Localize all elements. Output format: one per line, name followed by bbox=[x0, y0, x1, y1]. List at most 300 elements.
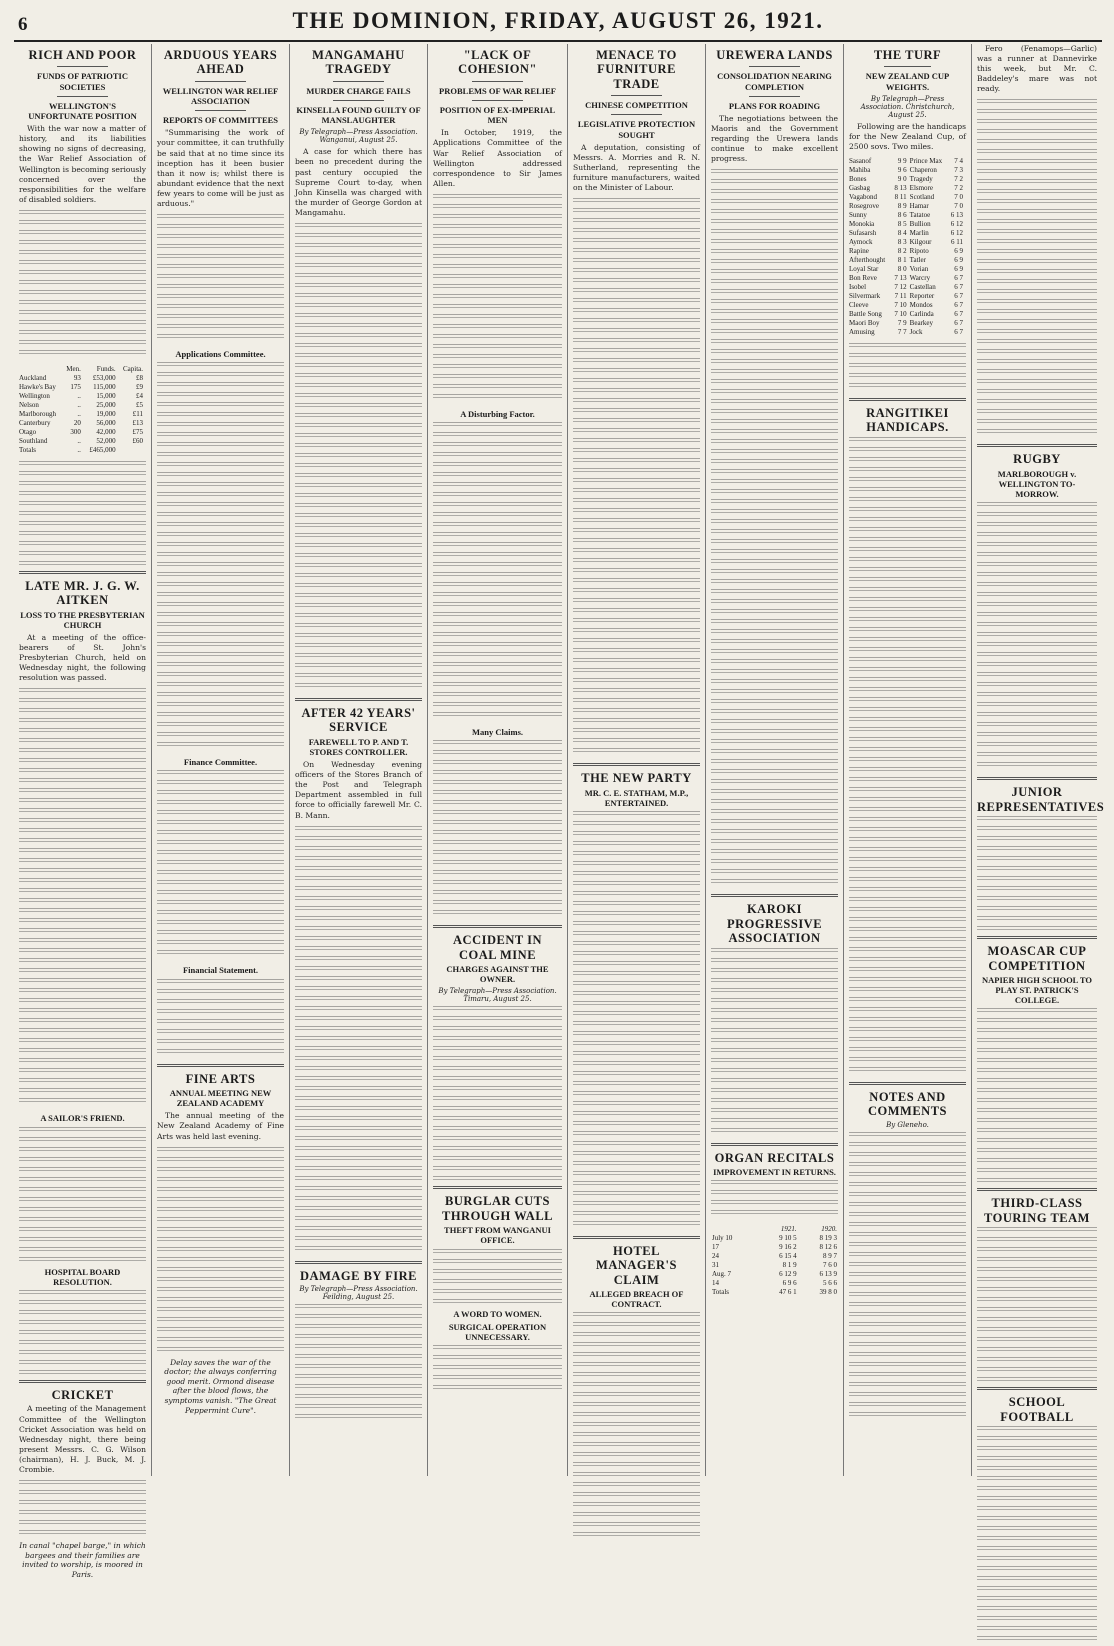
subhead-presbyterian-loss: LOSS TO THE PRESBYTERIAN CHURCH bbox=[20, 609, 145, 630]
masthead bbox=[14, 6, 1102, 42]
table-row bbox=[849, 229, 966, 238]
table-header-row bbox=[19, 365, 146, 374]
horse-weight: 8 5 bbox=[897, 220, 907, 229]
headline-rich-and-poor: RICH AND POOR bbox=[28, 48, 137, 62]
table-cell: £13 bbox=[132, 418, 143, 427]
table-cell: Aug. 7 bbox=[712, 1270, 732, 1279]
horse-name: Bearkey bbox=[909, 319, 933, 328]
article-text-block bbox=[849, 437, 966, 1077]
table-row bbox=[711, 1270, 838, 1279]
horse-name: Cleeve bbox=[849, 301, 869, 310]
table-row bbox=[19, 374, 146, 383]
article-text-block bbox=[295, 826, 422, 1256]
table-row bbox=[849, 283, 966, 292]
table-row bbox=[849, 292, 966, 301]
table-cell: 7 6 0 bbox=[823, 1261, 837, 1270]
subhead-patriotic-funds: FUNDS OF PATRIOTIC SOCIETIES bbox=[37, 71, 128, 92]
horse-name: Elsmore bbox=[909, 184, 933, 193]
horse-weight: 6 9 bbox=[954, 256, 963, 265]
horse-name: Afterthought bbox=[849, 256, 886, 265]
article-paragraph: The negotiations between the Maoris and the Government regarding the Urewera lands continue to make excellent progress. bbox=[711, 113, 838, 164]
horse-weight: 6 7 bbox=[954, 328, 963, 337]
table-cell: 8 12 6 bbox=[819, 1243, 837, 1252]
table-row bbox=[849, 211, 966, 220]
horse-weight: 6 7 bbox=[954, 274, 963, 283]
article-paragraph: "Summarising the work of your committee, it can truthfully be said that at no time since its inception has it been busier than it now is; whilst there is abundant evidence that the next few years to come will be just as arduous." bbox=[157, 128, 284, 208]
article-text-block bbox=[19, 461, 146, 566]
table-cell: .. bbox=[77, 391, 81, 400]
horse-weight: 7 10 bbox=[894, 310, 907, 319]
subhead-marlborough-wellington: MARLBOROUGH v. WELLINGTON TO-MORROW. bbox=[997, 468, 1077, 500]
horse-weight: 8 4 bbox=[897, 229, 907, 238]
subhead-wanganui-theft: THEFT FROM WANGANUI OFFICE. bbox=[444, 1225, 551, 1246]
headline-hotel-manager: HOTEL MANAGER'S CLAIM bbox=[596, 1243, 677, 1287]
byline: By Telegraph—Press Association. Timaru, August 25. bbox=[438, 987, 557, 1004]
subhead-consolidation: CONSOLIDATION NEARING COMPLETION bbox=[717, 71, 832, 92]
article-text-block bbox=[433, 740, 562, 920]
table-header-row bbox=[711, 1225, 838, 1234]
horse-weight: 6 12 bbox=[950, 229, 963, 238]
table-cell: Wellington bbox=[19, 391, 50, 400]
table-row bbox=[849, 193, 966, 202]
article-text-block bbox=[433, 422, 562, 722]
table-cell: 17 bbox=[712, 1243, 719, 1252]
horse-weight: 6 9 bbox=[954, 247, 963, 256]
table-cell: Totals bbox=[712, 1288, 730, 1297]
horse-name: Marlin bbox=[909, 229, 929, 238]
headline-burglar: BURGLAR CUTS THROUGH WALL bbox=[442, 1194, 553, 1223]
advert-subheading: SURGICAL OPERATION UNNECESSARY. bbox=[448, 1321, 547, 1342]
horse-weight: 8 2 bbox=[897, 247, 907, 256]
table-row bbox=[849, 220, 966, 229]
horse-name: Maori Boy bbox=[849, 319, 880, 328]
table-cell: Marlborough bbox=[19, 409, 56, 418]
subhead-disturbing-factor: A Disturbing Factor. bbox=[460, 408, 535, 419]
article-text-block bbox=[295, 223, 422, 693]
article-text-block bbox=[977, 502, 1097, 772]
table-row bbox=[711, 1261, 838, 1270]
horse-weight: 8 3 bbox=[897, 238, 907, 247]
column-5 bbox=[568, 44, 706, 1476]
headline-lack-of-cohesion: "LACK OF COHESION" bbox=[458, 48, 537, 77]
table-cell: 5 6 6 bbox=[823, 1279, 837, 1288]
table-row bbox=[849, 319, 966, 328]
article-paragraph: With the war now a matter of history, and its liabilities showing no signs of decreasing, the War Relief Association of Wellington is becoming seriously concerned over the responsibilities for the welfare of disabled soldiers. bbox=[19, 124, 146, 204]
table-cell: .. bbox=[77, 445, 81, 454]
horse-name: Tragedy bbox=[909, 175, 933, 184]
table-cell: Totals bbox=[19, 445, 37, 454]
horse-name: Sunny bbox=[849, 211, 867, 220]
horse-name: Bullion bbox=[909, 220, 931, 229]
article-text-block bbox=[157, 362, 284, 752]
horse-weight: 8 11 bbox=[894, 193, 907, 202]
table-row bbox=[19, 446, 146, 455]
advertisement-note: Delay saves the war of the doctor; the always conferring good merit. Ormond disease after the blood flows, the symptoms vanish. "The Great Peppermint Cure". bbox=[164, 1357, 277, 1415]
article-text-block bbox=[19, 1290, 146, 1375]
byline: By Telegraph—Press Association. Christchurch, August 25. bbox=[860, 94, 955, 119]
table-cell: Otago bbox=[19, 427, 37, 436]
subhead-statham-entertained: MR. C. E. STATHAM, M.P., ENTERTAINED. bbox=[584, 787, 689, 808]
article-paragraph: Fero (Fenamops—Garlic) was a runner at Dannevirke this week, but Mr. C. Baddeley's mare was not ready. bbox=[977, 44, 1097, 94]
article-text-block bbox=[157, 1147, 284, 1352]
subhead-academy-meeting: ANNUAL MEETING NEW ZEALAND ACADEMY bbox=[169, 1088, 272, 1109]
table-cell: 15,000 bbox=[96, 391, 116, 400]
table-row bbox=[849, 175, 966, 184]
article-text-block bbox=[849, 1132, 966, 1422]
headline-furniture-menace: MENACE TO FURNITURE TRADE bbox=[596, 48, 677, 91]
table-cell: £11 bbox=[132, 409, 143, 418]
table-cell: 14 bbox=[712, 1279, 719, 1288]
table-cell: £9 bbox=[136, 382, 143, 391]
subhead-ex-imperial-men: POSITION OF EX-IMPERIAL MEN bbox=[439, 104, 556, 126]
subhead-war-relief-problems: PROBLEMS OF WAR RELIEF bbox=[439, 85, 556, 96]
horse-name: Isobel bbox=[849, 283, 867, 292]
table-cell: .. bbox=[77, 436, 81, 445]
table-cell: 42,000 bbox=[96, 427, 116, 436]
table-header: 1921. bbox=[780, 1225, 797, 1234]
horse-name: Scotland bbox=[909, 193, 935, 202]
article-text-block bbox=[977, 1008, 1097, 1183]
subhead-breach-contract: ALLEGED BREACH OF CONTRACT. bbox=[589, 1289, 684, 1310]
headline-the-turf: THE TURF bbox=[873, 48, 942, 62]
horse-name: Gasbag bbox=[849, 184, 870, 193]
column-6 bbox=[706, 44, 844, 1476]
advertisement-text bbox=[433, 1345, 562, 1395]
article-text-block bbox=[977, 1227, 1097, 1382]
page-number: 6 bbox=[18, 14, 28, 35]
horse-name: Hamar bbox=[909, 202, 929, 211]
subhead-charges-owner: CHARGES AGAINST THE OWNER. bbox=[446, 964, 549, 985]
table-cell: .. bbox=[77, 409, 81, 418]
table-cell: July 10 bbox=[712, 1234, 733, 1243]
horse-name: Silvermark bbox=[849, 292, 881, 301]
horse-name: Kilgour bbox=[909, 238, 932, 247]
horse-weight: 6 7 bbox=[954, 283, 963, 292]
subhead-chinese-competition: CHINESE COMPETITION bbox=[585, 100, 688, 111]
headline-coal-mine-accident: ACCIDENT IN COAL MINE bbox=[453, 933, 542, 962]
horse-weight: 7 0 bbox=[954, 202, 963, 211]
article-text-block bbox=[711, 1180, 838, 1220]
article-text-block bbox=[295, 1304, 422, 1424]
article-text-block bbox=[573, 198, 700, 758]
horse-name: Vagabond bbox=[849, 193, 877, 202]
table-cell: 115,000 bbox=[93, 382, 116, 391]
horse-weight: 7 10 bbox=[894, 301, 907, 310]
horse-weight: 7 13 bbox=[894, 274, 907, 283]
horse-name: Jock bbox=[909, 328, 923, 337]
handicap-weights-table bbox=[849, 157, 966, 337]
article-text-block bbox=[977, 1426, 1097, 1646]
subhead-sailors-friend: A SAILOR'S FRIEND. bbox=[40, 1113, 125, 1124]
horse-weight: 8 1 bbox=[897, 256, 907, 265]
article-paragraph: At a meeting of the office-bearers of St. John's Presbyterian Church, held on Wednesday night, the following resolution was passed. bbox=[19, 633, 146, 683]
horse-name: Mahiba bbox=[849, 166, 871, 175]
article-text-block bbox=[711, 948, 838, 1138]
headline-touring-team: THIRD-CLASS TOURING TEAM bbox=[984, 1196, 1090, 1225]
horse-name: Sasanof bbox=[849, 157, 872, 166]
horse-name: Monokia bbox=[849, 220, 875, 229]
table-cell: 31 bbox=[712, 1261, 719, 1270]
article-paragraph: The annual meeting of the New Zealand Academy of Fine Arts was held last evening. bbox=[157, 1111, 284, 1141]
subhead-war-relief: WELLINGTON WAR RELIEF ASSOCIATION bbox=[162, 85, 279, 106]
subhead-cup-weights: NEW ZEALAND CUP WEIGHTS. bbox=[865, 71, 950, 92]
table-cell: £8 bbox=[136, 373, 143, 382]
horse-name: Vorian bbox=[909, 265, 929, 274]
headline-mangamahu-tragedy: MANGAMAHU TRAGEDY bbox=[312, 48, 405, 77]
table-row bbox=[711, 1234, 838, 1243]
table-header bbox=[19, 365, 63, 374]
headline-rangitikei-handicaps: RANGITIKEI HANDICAPS. bbox=[866, 406, 949, 435]
horse-name: Chaperon bbox=[909, 166, 937, 175]
table-cell: £4 bbox=[136, 391, 143, 400]
table-cell: Nelson bbox=[19, 400, 39, 409]
table-row bbox=[849, 247, 966, 256]
article-paragraph: A meeting of the Management Committee of the Wellington Cricket Association was held on Wednesday night, there being present Messrs. C. G. Wilson (chairman), H. J. Buck, M. J. Crombie. bbox=[19, 1404, 146, 1474]
article-text-block bbox=[433, 1006, 562, 1181]
subhead-hospital-board: HOSPITAL BOARD RESOLUTION. bbox=[44, 1266, 121, 1287]
table-cell: Hawke's Bay bbox=[19, 382, 56, 391]
column-3 bbox=[290, 44, 428, 1476]
table-row bbox=[711, 1252, 838, 1261]
table-header: 1920. bbox=[821, 1225, 837, 1234]
article-text-block bbox=[157, 770, 284, 960]
table-cell: 25,000 bbox=[96, 400, 116, 409]
table-cell: 8 9 7 bbox=[823, 1252, 837, 1261]
horse-weight: 9 0 bbox=[897, 175, 907, 184]
horse-weight: 6 7 bbox=[954, 292, 963, 301]
table-cell: 93 bbox=[73, 373, 81, 382]
subhead-many-claims: Many Claims. bbox=[472, 727, 523, 738]
table-cell: 6 15 4 bbox=[779, 1252, 797, 1261]
horse-weight: 9 6 bbox=[897, 166, 907, 175]
recital-figures-table bbox=[711, 1225, 838, 1297]
subhead-applications-committee: Applications Committee. bbox=[175, 349, 266, 360]
table-cell: 20 bbox=[73, 418, 81, 427]
horse-name: Rosegrove bbox=[849, 202, 879, 211]
headline-junior-reps: JUNIOR REPRESENTATIVES bbox=[977, 785, 1105, 814]
table-cell: 175 bbox=[70, 382, 81, 391]
headline-moascar-cup: MOASCAR CUP COMPETITION bbox=[987, 944, 1087, 973]
newspaper-title: THE DOMINION, FRIDAY, AUGUST 26, 1921. bbox=[292, 8, 824, 33]
column-4 bbox=[428, 44, 568, 1476]
article-text-block bbox=[157, 979, 284, 1059]
horse-name: Battle Song bbox=[849, 310, 882, 319]
column-8 bbox=[972, 44, 1105, 1476]
subhead-kinsella-guilty: KINSELLA FOUND GUILTY OF MANSLAUGHTER bbox=[296, 104, 421, 126]
table-row bbox=[849, 157, 966, 166]
horse-weight: 8 6 bbox=[897, 211, 907, 220]
horse-weight: 7 12 bbox=[894, 283, 907, 292]
horse-name: Reporter bbox=[909, 292, 935, 301]
article-text-block bbox=[711, 169, 838, 889]
table-cell: 39 8 0 bbox=[819, 1288, 837, 1297]
subhead-roading-plans: PLANS FOR ROADING bbox=[728, 100, 821, 111]
horse-weight: 6 7 bbox=[954, 319, 963, 328]
horse-weight: 6 12 bbox=[950, 220, 963, 229]
horse-weight: 7 7 bbox=[897, 328, 907, 337]
horse-weight: 7 2 bbox=[954, 184, 963, 193]
horse-weight: 7 9 bbox=[897, 319, 907, 328]
subhead-committee-reports: REPORTS OF COMMITTEES bbox=[162, 115, 279, 126]
subhead-stores-controller: FAREWELL TO P. AND T. STORES CONTROLLER. bbox=[308, 736, 409, 757]
column-7 bbox=[844, 44, 972, 1476]
horse-name: Sufasarsh bbox=[849, 229, 877, 238]
article-paragraph: A case for which there has been no precedent during the past century occupied the Supreme Court to-day, when John Kinsella was charged with the murder of George Gordon at Mangamahu. bbox=[295, 147, 422, 217]
horse-weight: 8 13 bbox=[894, 184, 907, 193]
table-cell: 6 9 6 bbox=[782, 1279, 797, 1288]
table-cell: £60 bbox=[132, 436, 143, 445]
table-cell: 9 10 5 bbox=[779, 1234, 797, 1243]
horse-weight: 7 0 bbox=[954, 193, 963, 202]
headline-late-aitken: LATE MR. J. G. W. AITKEN bbox=[25, 578, 140, 608]
headline-arduous-years: ARDUOUS YEARS AHEAD bbox=[163, 48, 278, 77]
article-paragraph: Following are the handicaps for the New Zealand Cup, of 2500 sovs. Two miles. bbox=[849, 121, 967, 151]
horse-name: Rapine bbox=[849, 247, 869, 256]
article-text-block bbox=[433, 1249, 562, 1304]
horse-name: Warcry bbox=[909, 274, 931, 283]
article-text-block bbox=[849, 343, 966, 393]
article-paragraph: A deputation, consisting of Messrs. A. Morries and R. N. Sutherland, representing the furniture manufacturers, waited on the Minister of Labour. bbox=[573, 142, 700, 193]
horse-name: Mondos bbox=[909, 301, 933, 310]
horse-weight: 9 9 bbox=[897, 157, 907, 166]
table-cell: £465,000 bbox=[89, 445, 116, 454]
table-cell: 52,000 bbox=[96, 436, 116, 445]
table-row bbox=[849, 184, 966, 193]
table-cell: .. bbox=[77, 400, 81, 409]
table-cell: £75 bbox=[132, 427, 143, 436]
subhead-financial-statement: Financial Statement. bbox=[182, 965, 259, 976]
table-row bbox=[849, 310, 966, 319]
table-row bbox=[19, 383, 146, 392]
horse-weight: 8 9 bbox=[897, 202, 907, 211]
table-cell: 8 1 9 bbox=[782, 1261, 797, 1270]
horse-name: Bon Reve bbox=[849, 274, 877, 283]
headline-urewera-lands: UREWERA LANDS bbox=[716, 48, 833, 62]
table-cell: Canterbury bbox=[19, 418, 51, 427]
table-cell: 47 6 1 bbox=[779, 1288, 797, 1297]
horse-name: Bones bbox=[849, 175, 867, 184]
byline: By Gleneho. bbox=[886, 1120, 929, 1129]
byline: By Telegraph—Press Association. Wanganui, August 25. bbox=[299, 128, 418, 145]
table-header: Men. bbox=[66, 364, 81, 373]
horse-name: Prince Max bbox=[909, 157, 943, 166]
table-cell: 6 12 9 bbox=[779, 1270, 797, 1279]
byline: By Telegraph—Press Association. Feilding, August 25. bbox=[299, 1285, 418, 1302]
horse-name: Carlinda bbox=[909, 310, 934, 319]
table-row bbox=[849, 265, 966, 274]
table-row bbox=[849, 301, 966, 310]
table-row bbox=[19, 419, 146, 428]
headline-karoki-association: KAROKI PROGRESSIVE ASSOCIATION bbox=[726, 902, 823, 946]
subhead-wellington-position: WELLINGTON'S UNFORTUNATE POSITION bbox=[28, 100, 137, 121]
article-text-block bbox=[573, 1312, 700, 1542]
table-header: Funds. bbox=[96, 364, 116, 373]
horse-weight: 7 3 bbox=[954, 166, 963, 175]
horse-name: Ripoto bbox=[909, 247, 929, 256]
table-row bbox=[19, 437, 146, 446]
table-row bbox=[711, 1243, 838, 1252]
horse-weight: 6 7 bbox=[954, 310, 963, 319]
column-1 bbox=[14, 44, 152, 1579]
table-cell: Southland bbox=[19, 436, 48, 445]
headline-rugby: RUGBY bbox=[1013, 452, 1061, 467]
horse-weight: 7 4 bbox=[954, 157, 963, 166]
horse-weight: 8 0 bbox=[897, 265, 907, 274]
horse-name: Aymock bbox=[849, 238, 873, 247]
table-cell: 9 16 2 bbox=[779, 1243, 797, 1252]
horse-name: Amusing bbox=[849, 328, 875, 337]
subhead-improvement-returns: IMPROVEMENT IN RETURNS. bbox=[713, 1166, 836, 1177]
article-text-block bbox=[19, 1480, 146, 1535]
table-row bbox=[19, 401, 146, 410]
table-row bbox=[849, 238, 966, 247]
table-row bbox=[849, 274, 966, 283]
horse-weight: 7 2 bbox=[954, 175, 963, 184]
article-text-block bbox=[19, 1127, 146, 1262]
table-cell: £5 bbox=[136, 400, 143, 409]
funds-table bbox=[19, 365, 146, 455]
table-row bbox=[19, 410, 146, 419]
table-header: Capita. bbox=[122, 364, 143, 373]
table-cell: 6 13 9 bbox=[819, 1270, 837, 1279]
table-row bbox=[19, 392, 146, 401]
table-row bbox=[849, 202, 966, 211]
page-columns bbox=[14, 44, 1105, 1579]
article-paragraph: On Wednesday evening officers of the Stores Branch of the Post and Telegraph Department assembled in full force to officially farewell Mr. C. B. Mann. bbox=[295, 760, 422, 820]
article-text-block bbox=[433, 194, 562, 404]
headline-42-years: AFTER 42 YEARS' SERVICE bbox=[301, 705, 416, 735]
filler-note: In canal "chapel barge," in which bargees and their families are invited to worship, is moored in Paris. bbox=[19, 1541, 146, 1579]
table-cell: 56,000 bbox=[96, 418, 116, 427]
horse-name: Tatatoe bbox=[909, 211, 931, 220]
article-text-block bbox=[19, 688, 146, 1108]
horse-name: Castellan bbox=[909, 283, 936, 292]
table-cell: 24 bbox=[712, 1252, 719, 1261]
horse-weight: 6 9 bbox=[954, 265, 963, 274]
horse-weight: 6 7 bbox=[954, 301, 963, 310]
column-2 bbox=[152, 44, 290, 1476]
horse-weight: 7 11 bbox=[894, 292, 907, 301]
headline-cricket: CRICKET bbox=[51, 1388, 114, 1403]
headline-organ-recitals: ORGAN RECITALS bbox=[714, 1150, 835, 1165]
table-row bbox=[19, 428, 146, 437]
article-text-block bbox=[977, 816, 1097, 931]
table-row bbox=[849, 256, 966, 265]
table-cell bbox=[119, 446, 146, 455]
table-row bbox=[711, 1288, 838, 1297]
subhead-protection-sought: LEGISLATIVE PROTECTION SOUGHT bbox=[577, 119, 696, 140]
article-text-block bbox=[157, 214, 284, 344]
horse-name: Loyal Star bbox=[849, 265, 879, 274]
article-text-block bbox=[19, 210, 146, 360]
headline-school-football: SCHOOL FOOTBALL bbox=[1000, 1395, 1074, 1424]
table-cell: 300 bbox=[70, 427, 81, 436]
table-header bbox=[711, 1225, 757, 1234]
table-row bbox=[711, 1279, 838, 1288]
table-row bbox=[849, 328, 966, 337]
headline-damage-by-fire: DAMAGE BY FIRE bbox=[300, 1268, 417, 1283]
headline-notes-comments: NOTES AND COMMENTS bbox=[868, 1089, 947, 1119]
advert-heading: A WORD TO WOMEN. bbox=[453, 1308, 542, 1319]
article-paragraph: In October, 1919, the Applications Committee of the War Relief Association of Wellington addressed correspondence to Sir James Allen. bbox=[433, 128, 562, 188]
table-cell: 8 19 3 bbox=[819, 1234, 837, 1243]
article-text-block bbox=[573, 811, 700, 1231]
table-cell: £53,000 bbox=[92, 373, 116, 382]
horse-name: Tatler bbox=[909, 256, 926, 265]
subhead-napier-high-school: NAPIER HIGH SCHOOL TO PLAY ST. PATRICK'S COLLEGE. bbox=[982, 974, 1092, 1006]
table-row bbox=[849, 166, 966, 175]
table-cell: 19,000 bbox=[96, 409, 116, 418]
